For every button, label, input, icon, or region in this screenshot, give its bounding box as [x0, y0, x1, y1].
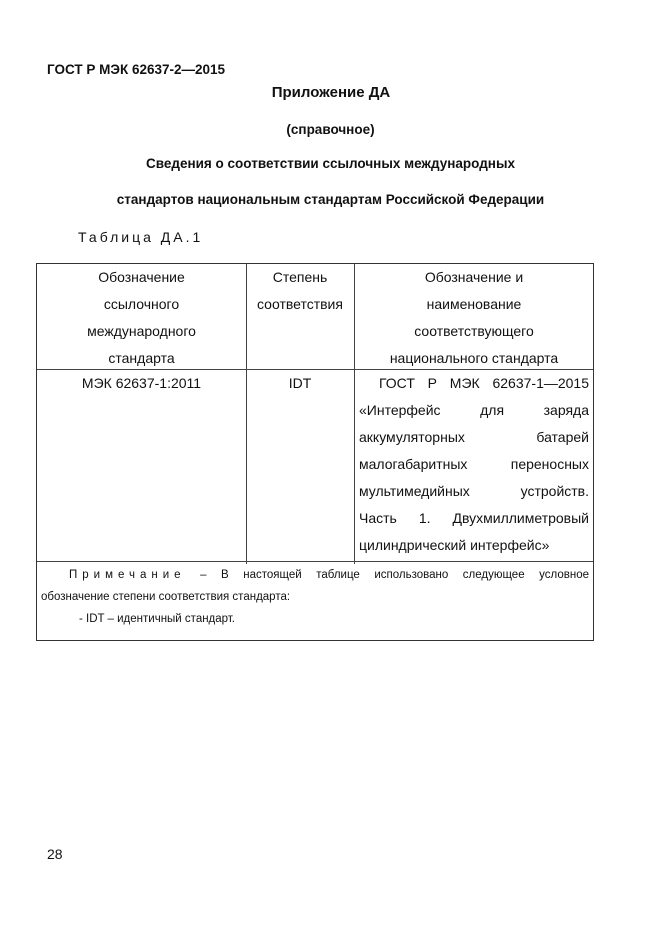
document-code: ГОСТ Р МЭК 62637-2—2015 [47, 62, 226, 77]
annex-heading-line-2: стандартов национальным стандартам Российской Федерации [116, 192, 545, 207]
correspondence-table [36, 263, 594, 641]
header-intl-standard [37, 264, 246, 372]
header-text: национального стандарта [389, 350, 559, 366]
page-number: 28 [47, 846, 63, 862]
note-line-2: обозначение степени соответствия стандарта: [41, 591, 291, 603]
header-text: Обозначение и [424, 269, 524, 285]
cell-line: ГОСТ Р МЭК 62637-1—2015 [379, 375, 589, 391]
cell-line: малогабаритных переносных [359, 456, 589, 472]
cell-line: Часть 1. Двухмиллиметровый [359, 510, 589, 526]
annex-title [0, 84, 661, 101]
header-degree [246, 264, 354, 318]
header-text: Степень [272, 269, 328, 285]
cell-line: цилиндрический интерфейс» [359, 537, 550, 553]
header-national-standard [354, 264, 594, 372]
header-text: соответствующего [414, 323, 534, 339]
note-text: – В настоящей таблице использовано следующее условное [185, 569, 589, 581]
annex-type: (справочное) [286, 122, 375, 137]
header-text: наименование [426, 296, 522, 312]
header-text: соответствия [257, 296, 343, 312]
header-text: стандарта [108, 350, 175, 366]
cell-intl-standard: МЭК 62637-1:2011 [81, 375, 202, 391]
note-line-3: - IDT – идентичный стандарт. [79, 613, 235, 625]
cell-line: «Интерфейс для заряда [359, 402, 589, 418]
cell-degree: IDT [288, 375, 312, 391]
cell-line: мультимедийных устройств. [359, 483, 589, 499]
annex-heading-line-1: Сведения о соответствии ссылочных международных [146, 156, 515, 171]
table-note [41, 564, 589, 630]
note-label: Примечание [69, 569, 186, 581]
header-text: Обозначение [98, 269, 185, 285]
table-note-divider [37, 561, 593, 562]
header-text: ссылочного [103, 296, 180, 312]
table-label: Таблица ДА.1 [78, 229, 204, 245]
header-text: международного [87, 323, 196, 339]
cell-national-standard [359, 370, 589, 559]
note-line-1 [41, 564, 589, 586]
annex-title-text: Приложение ДА [271, 84, 391, 101]
cell-line: аккумуляторных батарей [359, 429, 589, 445]
